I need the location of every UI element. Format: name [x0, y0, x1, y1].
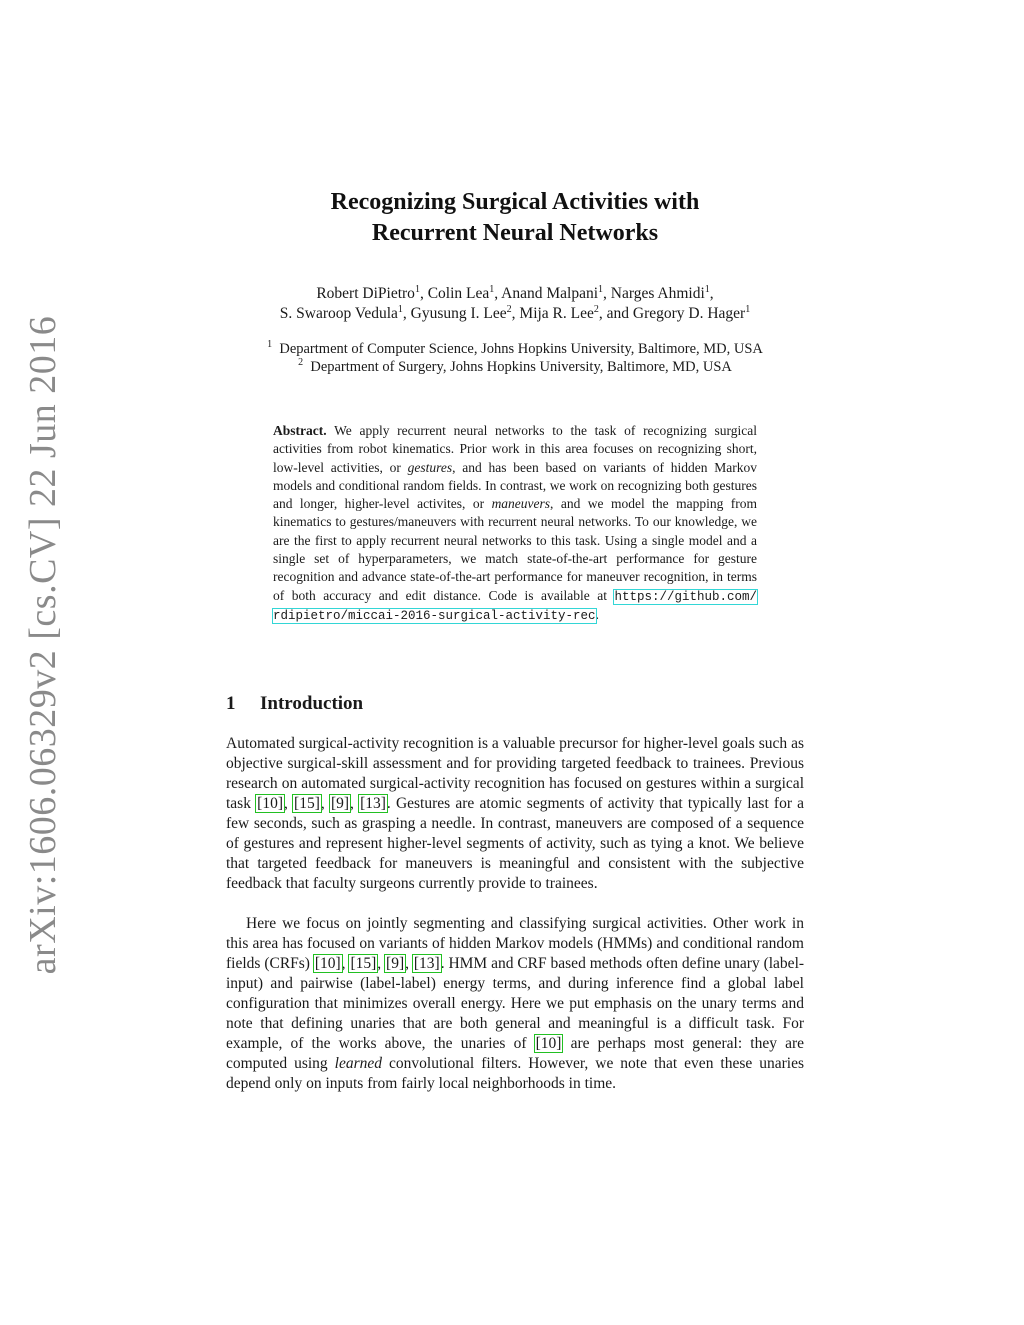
- citation-link[interactable]: [10]: [314, 955, 341, 972]
- code-link[interactable]: rdipietro/miccai-2016-surgical-activity-rec: [273, 608, 596, 623]
- author-line-2: S. Swaroop Vedula$^1$, Gyusung I. Lee$^2$, Mija R. Lee$^2$, and Gregory D. Hager$^1$: [279, 303, 751, 322]
- citation-link[interactable]: [13]: [360, 795, 386, 812]
- author: Mija R. Lee: [519, 305, 594, 322]
- citation-link[interactable]: [10]: [257, 795, 283, 812]
- citation-link[interactable]: [9]: [330, 795, 350, 812]
- citation-link[interactable]: [9]: [386, 955, 405, 972]
- author: S. Swaroop Vedula: [279, 305, 398, 322]
- affiliations: [0, 340, 1024, 376]
- author-list: [0, 284, 1024, 324]
- section-heading: [226, 693, 363, 715]
- author-line-1: Robert DiPietro$^1$, Colin Lea$^1$, Anand Malpani$^1$, Narges Ahmidi$^1$,: [316, 283, 714, 302]
- paper-title: [0, 187, 1024, 249]
- code-link[interactable]: https://github.com/: [614, 589, 757, 604]
- section-number: 1: [226, 693, 236, 714]
- intro-paragraph-2: Here we focus on jointly segmenting and classifying surgical activities. Other work in this area has focused on variants of hidden Markov models (HMMs) and conditional random fields (CRFs) [10], [15], [9], [13]. HMM and CRF based methods often define unary (label-input) and pairwise (label-label) energy terms, and during inference find a global label configuration that minimizes overall energy. Here we put emphasis on the unary terms and note that defining unaries that are both general and meaningful is a difficult task. For example, of the works above, the unaries of [10] are perhaps most general: they are computed using learned convolutional filters. However, we note that even these unaries depend only on inputs from fairly local neighborhoods in time.: [226, 915, 805, 1092]
- author: Anand Malpani: [501, 285, 599, 302]
- title-line-1: Recognizing Surgical Activities with: [330, 189, 700, 215]
- citation-link[interactable]: [15]: [294, 795, 320, 812]
- abstract-label: Abstract.: [273, 423, 327, 438]
- author: Colin Lea: [427, 285, 490, 302]
- abstract: Abstract. We apply recurrent neural networks to the task of recognizing surgical activities from robot kinematics. Prior work in this area focuses on recognizing short, low-level activities, or gestures, and has been based on variants of hidden Markov models and conditional random fields. In contrast, we work on recognizing both gestures and longer, higher-level activites, or maneuvers, and we model the mapping from kinematics to gestures/maneuvers with recurrent neural networks. To our knowledge, we are the first to apply recurrent neural networks to this task. Using a single model and a single set of hyperparameters, we match state-of-the-art performance for gesture recognition and advance state-of-the-art performance for maneuver recognition, in terms of both accuracy and edit distance. Code is available at https://github.com/ rdipietro/miccai-2016-surgical-activity-rec.: [273, 423, 757, 623]
- citation-link[interactable]: [15]: [350, 955, 377, 972]
- author: Robert DiPietro: [316, 285, 415, 302]
- author: and Gregory D. Hager: [606, 305, 746, 322]
- affiliation-1: $^1$ Department of Computer Science, Johns Hopkins University, Baltimore, MD, USA: [267, 339, 763, 357]
- author: Narges Ahmidi: [610, 285, 705, 302]
- affiliation-2: $^2$ Department of Surgery, Johns Hopkins University, Baltimore, MD, USA: [298, 357, 732, 375]
- citation-link[interactable]: [10]: [535, 1035, 562, 1052]
- intro-paragraph-1: Automated surgical-activity recognition is a valuable precursor for higher-level goals such as objective surgical-skill assessment and for providing targeted feedback to trainees. Previous research on automated surgical-activity recognition has focused on gestures within a surgical task [10], [15], [9], [13]. Gestures are atomic segments of activity that typically last for a few seconds, such as grasping a needle. In contrast, maneuvers are composed of a sequence of gestures and represent higher-level segments of activity, such as tying a knot. We believe that targeted feedback for maneuvers is meaningful and consistent with the subjective feedback that faculty surgeons currently provide to trainees.: [226, 735, 805, 892]
- title-line-2: Recurrent Neural Networks: [371, 220, 659, 246]
- section-title: Introduction: [260, 693, 364, 714]
- arxiv-stamp-text: arXiv:1606.06329v2 [cs.CV] 22 Jun 2016: [22, 315, 64, 975]
- author: Gyusung I. Lee: [410, 305, 507, 322]
- citation-link[interactable]: [13]: [413, 955, 440, 972]
